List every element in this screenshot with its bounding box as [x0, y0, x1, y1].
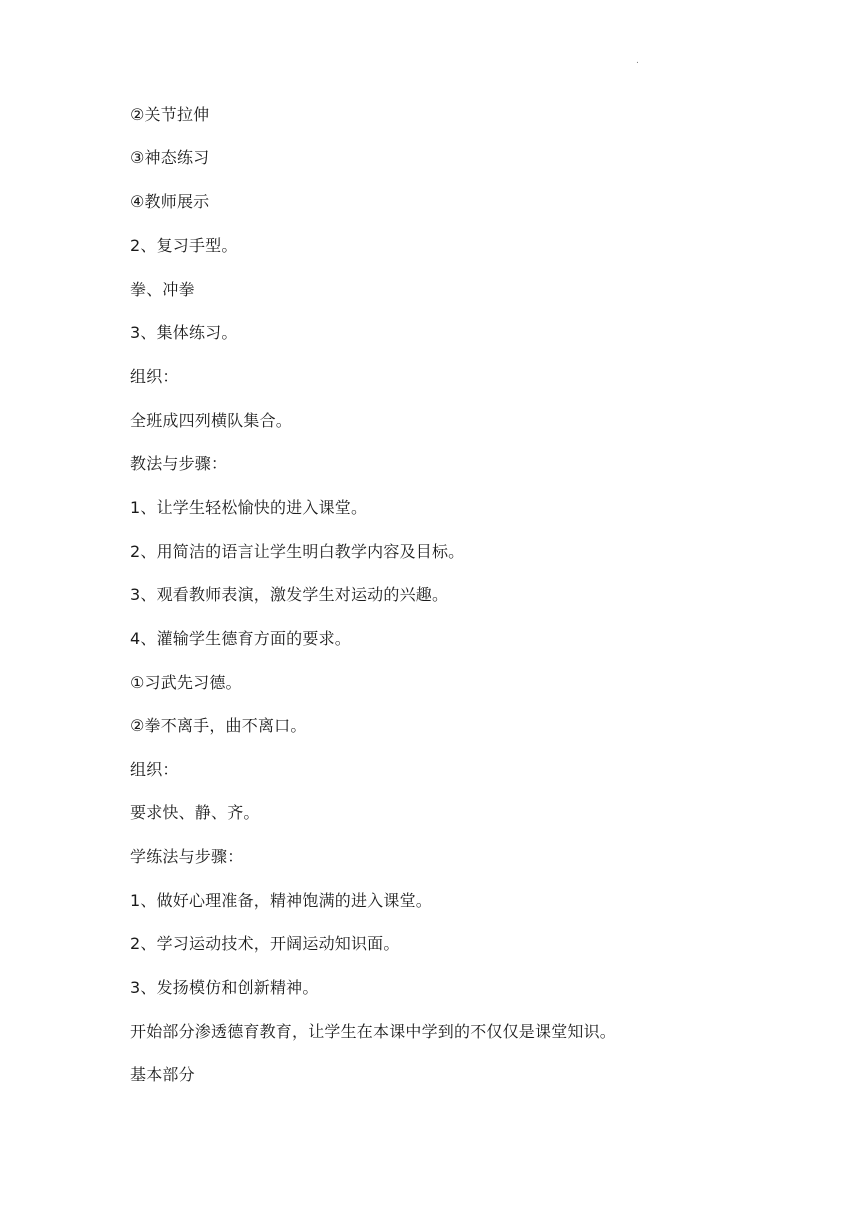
text-line: 3、集体练习。: [130, 323, 238, 342]
text-line: 2、复习手型。: [130, 236, 238, 255]
text-line: 教法与步骤：: [130, 454, 228, 473]
text-line: ④教师展示: [130, 192, 210, 211]
text-line: 2、学习运动技术，开阔运动知识面。: [130, 934, 400, 953]
text-line: 4、灌输学生德育方面的要求。: [130, 629, 351, 648]
text-line: 3、观看教师表演，激发学生对运动的兴趣。: [130, 585, 449, 604]
text-line: 要求快、静、齐。: [130, 803, 260, 822]
text-line: 全班成四列横队集合。: [130, 411, 293, 430]
text-line: 开始部分渗透德育教育，让学生在本课中学到的不仅仅是课堂知识。: [130, 1022, 617, 1041]
text-line: 2、用简洁的语言让学生明白教学内容及目标。: [130, 542, 465, 561]
text-line: 组织：: [130, 760, 179, 779]
header-mark: .: [636, 56, 639, 66]
text-line: ①习武先习德。: [130, 673, 242, 692]
text-line: ②拳不离手，曲不离口。: [130, 716, 307, 735]
text-line: 1、让学生轻松愉快的进入课堂。: [130, 498, 368, 517]
text-line: 3、发扬模仿和创新精神。: [130, 978, 319, 997]
text-line: 1、做好心理准备，精神饱满的进入课堂。: [130, 891, 432, 910]
text-line: 基本部分: [130, 1065, 195, 1084]
text-line: ③神态练习: [130, 148, 210, 167]
text-line: 学练法与步骤：: [130, 847, 244, 866]
text-line: ②关节拉伸: [130, 105, 210, 124]
text-line: 拳、冲拳: [130, 280, 195, 299]
text-line: 组织：: [130, 367, 179, 386]
